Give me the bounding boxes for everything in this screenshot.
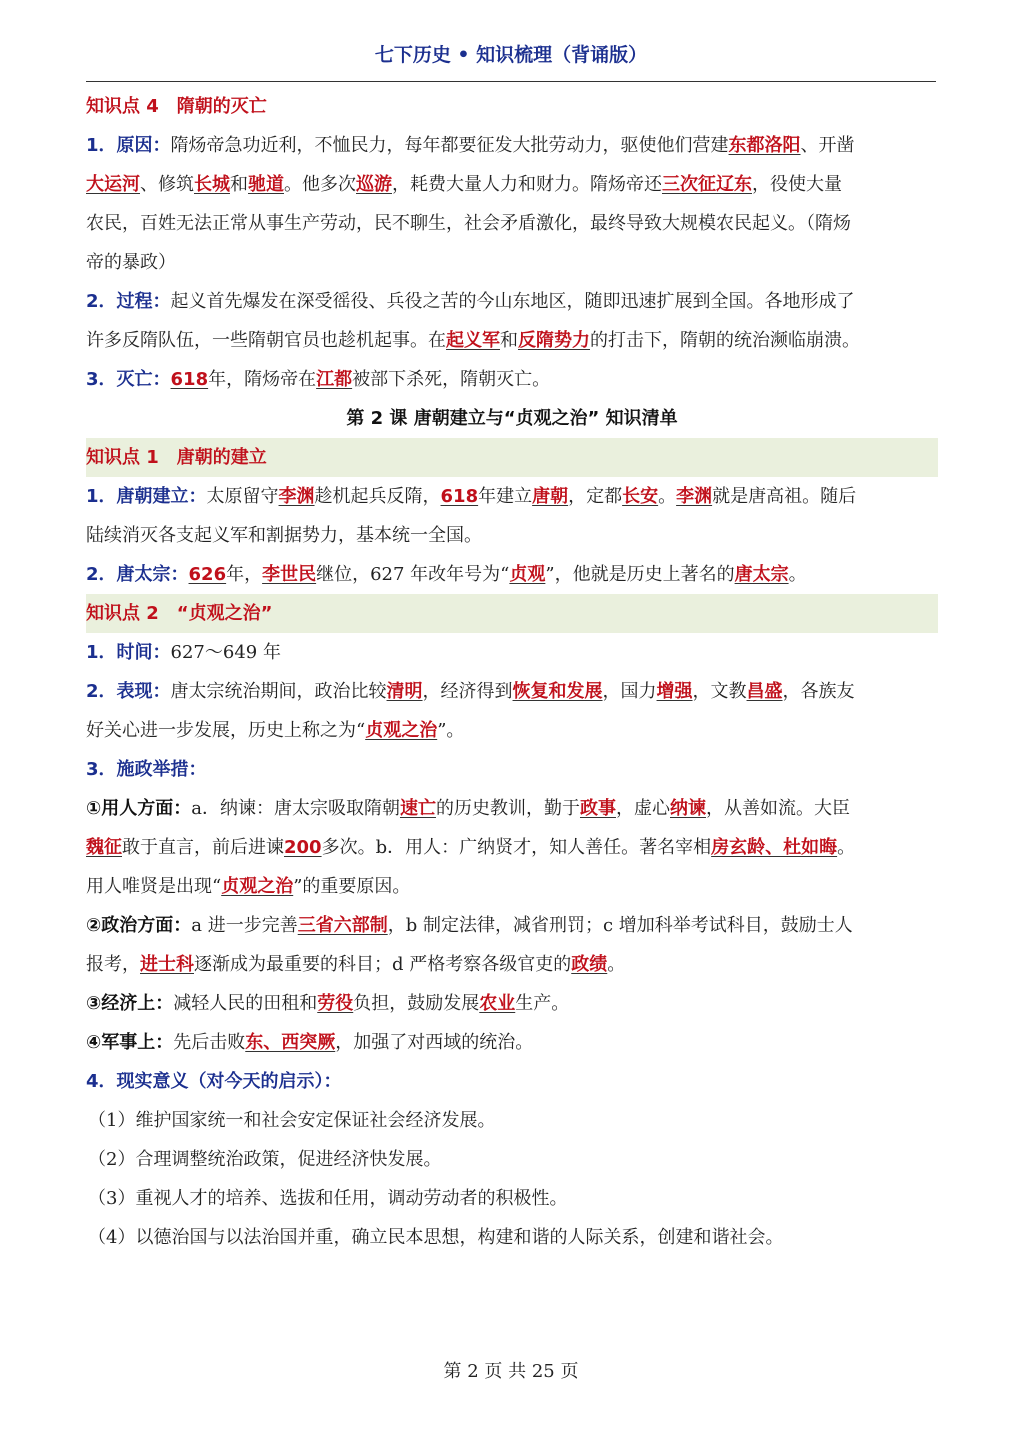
text: ，从善如流。大臣 xyxy=(705,798,850,819)
kp2-time-line xyxy=(86,633,938,672)
measure-2-label: ②政治方面： xyxy=(86,915,192,936)
keyword: 626 xyxy=(188,564,227,585)
kp4-reason-line-3: 农民，百姓无法正常从事生产劳动，民不聊生，社会矛盾激化，最终导致大规模农民起义。（隋炀 xyxy=(86,213,851,234)
kp2-heading: 知识点 2 “贞观之治” xyxy=(86,594,938,633)
kp4-reason-label: 1．原因： xyxy=(86,135,171,156)
kp2-show-line-1 xyxy=(86,672,938,711)
kp2-significance-label: 4．现实意义（对今天的启示）： xyxy=(86,1071,342,1092)
kp2-time-label: 1．时间： xyxy=(86,642,171,663)
text: 多次。b．用人：广纳贤才，知人善任。著名宰相 xyxy=(321,837,712,858)
kp4-process-line-1 xyxy=(86,282,938,321)
text: 趁机起兵反隋， xyxy=(314,486,441,507)
keyword: 劳役 xyxy=(317,993,354,1014)
text: 隋炀帝急功近利，不恤民力，每年都要征发大批劳动力，驱使他们营建 xyxy=(170,135,729,156)
kp2-show-line-2 xyxy=(86,711,938,750)
text: 先后击败 xyxy=(173,1032,246,1053)
kp4-reason-line-2 xyxy=(86,165,938,204)
kp2-time-value: 627～649 年 xyxy=(170,642,281,663)
kp2-measure-2-line-1 xyxy=(86,906,938,945)
text: ”的重要原因。 xyxy=(293,876,411,897)
text: ，国力 xyxy=(602,681,657,702)
text: a 进一步完善 xyxy=(191,915,298,936)
keyword: 魏征 xyxy=(86,837,122,858)
keyword: 李渊 xyxy=(676,486,713,507)
keyword: 速亡 xyxy=(399,798,436,819)
text: 的历史教训，勤于 xyxy=(435,798,580,819)
text: 继位，627 年改年号为“ xyxy=(316,564,510,585)
keyword: 李渊 xyxy=(278,486,315,507)
kp4-process-line-2 xyxy=(86,321,938,360)
keyword: 李世民 xyxy=(262,564,317,585)
text: 。 xyxy=(837,837,856,858)
text: a．纳谏：唐太宗吸取隋朝 xyxy=(191,798,400,819)
text: 、开凿 xyxy=(800,135,855,156)
measure-1-label: ①用人方面： xyxy=(86,798,192,819)
keyword: 长安 xyxy=(622,486,659,507)
kp2-measure-1-line-1 xyxy=(86,789,938,828)
page-header-title: 七下历史 • 知识梳理（背诵版） xyxy=(374,44,648,66)
text: 。 xyxy=(788,564,807,585)
kp2-measure-1-line-2 xyxy=(86,828,938,867)
kp2-significance-1: （1）维护国家统一和社会安定保证社会经济发展。 xyxy=(88,1110,496,1131)
kp2-significance-3: （3）重视人才的培养、选拔和任用，调动劳动者的积极性。 xyxy=(88,1188,568,1209)
keyword: 房玄龄、杜如晦 xyxy=(711,837,838,858)
keyword: 618 xyxy=(170,369,209,390)
kp2-significance-4: （4）以德治国与以法治国并重，确立民本思想，构建和谐的人际关系，创建和谐社会。 xyxy=(88,1227,784,1248)
keyword: 大运河 xyxy=(86,174,140,195)
keyword: 618 xyxy=(440,486,479,507)
keyword: 起义军 xyxy=(446,330,500,351)
kp1-found-line-2: 陆续消灭各支起义军和割据势力，基本统一全国。 xyxy=(86,525,482,546)
text: 好关心进一步发展，历史上称之为“ xyxy=(86,720,366,741)
text: ，加强了对西域的统治。 xyxy=(335,1032,534,1053)
keyword: 贞观之治 xyxy=(365,720,438,741)
keyword: 昌盛 xyxy=(746,681,783,702)
kp2-measures-label: 3．施政举措： xyxy=(86,759,207,780)
keyword: 增强 xyxy=(656,681,693,702)
kp4-process-label: 2．过程： xyxy=(86,291,171,312)
text: 。 xyxy=(607,954,626,975)
kp2-measure-1-line-3 xyxy=(86,867,938,906)
text: ，b 制定法律，减省刑罚；c 增加科举考试科目，鼓励士人 xyxy=(387,915,853,936)
keyword: 清明 xyxy=(386,681,423,702)
keyword: 贞观之治 xyxy=(221,876,294,897)
text: 和 xyxy=(230,174,248,195)
keyword: 政事 xyxy=(579,798,616,819)
kp4-reason-line-1 xyxy=(86,126,938,165)
text: ”。 xyxy=(437,720,465,741)
keyword: 贞观 xyxy=(509,564,546,585)
text: 敢于直言，前后进谏 xyxy=(122,837,284,858)
text: 生产。 xyxy=(515,993,570,1014)
text: 减轻人民的田租和 xyxy=(173,993,318,1014)
kp1-found-line-1 xyxy=(86,477,938,516)
keyword: 纳谏 xyxy=(669,798,706,819)
text: 负担，鼓励发展 xyxy=(353,993,480,1014)
text: 、修筑 xyxy=(140,174,194,195)
kp2-measure-4-line xyxy=(86,1023,938,1062)
text: ，定都 xyxy=(568,486,623,507)
text: 年，隋炀帝在 xyxy=(208,369,317,390)
text: 起义首先爆发在深受徭役、兵役之苦的今山东地区，随即迅速扩展到全国。各地形成了 xyxy=(170,291,855,312)
kp2-measure-2-line-2 xyxy=(86,945,938,984)
lesson-2-title: 第 2 课 唐朝建立与“贞观之治” 知识清单 xyxy=(346,408,678,429)
keyword: 进士科 xyxy=(140,954,194,975)
text: ，虚心 xyxy=(615,798,670,819)
keyword: 驰道 xyxy=(248,174,284,195)
text: ，经济得到 xyxy=(422,681,513,702)
text: 太原留守 xyxy=(206,486,279,507)
keyword: 反隋势力 xyxy=(518,330,590,351)
keyword: 200 xyxy=(284,837,322,858)
text: 。他多次 xyxy=(284,174,356,195)
page-footer: 第 2 页 共 25 页 xyxy=(443,1361,579,1382)
keyword: 东、西突厥 xyxy=(245,1032,336,1053)
kp4-fall-label: 3．灭亡： xyxy=(86,369,171,390)
keyword: 巡游 xyxy=(356,174,392,195)
text: 用人唯贤是出现“ xyxy=(86,876,222,897)
kp1-taizong-line xyxy=(86,555,938,594)
kp2-measure-3-line xyxy=(86,984,938,1023)
keyword: 唐朝 xyxy=(532,486,569,507)
kp2-significance-2: （2）合理调整统治政策，促进经济快发展。 xyxy=(88,1149,442,1170)
keyword: 唐太宗 xyxy=(734,564,789,585)
text: 年， xyxy=(226,564,263,585)
text: ，耗费大量人力和财力。隋炀帝还 xyxy=(392,174,662,195)
text: 和 xyxy=(500,330,518,351)
text: 年建立 xyxy=(478,486,533,507)
text: 就是唐高祖。随后 xyxy=(712,486,857,507)
header-divider xyxy=(86,81,936,82)
keyword: 东都洛阳 xyxy=(728,135,801,156)
kp2-show-label: 2．表现： xyxy=(86,681,171,702)
keyword: 江都 xyxy=(316,369,353,390)
text: 报考， xyxy=(86,954,140,975)
text: 。 xyxy=(658,486,677,507)
kp4-reason-line-4: 帝的暴政） xyxy=(86,252,176,273)
text: 逐渐成为最重要的科目；d 严格考察各级官吏的 xyxy=(194,954,572,975)
text: ，各族友 xyxy=(782,681,855,702)
keyword: 三次征辽东 xyxy=(662,174,752,195)
keyword: 恢复和发展 xyxy=(512,681,603,702)
text: 唐太宗统治期间，政治比较 xyxy=(170,681,387,702)
keyword: 政绩 xyxy=(571,954,608,975)
keyword: 农业 xyxy=(479,993,516,1014)
keyword: 三省六部制 xyxy=(297,915,388,936)
text: 被部下杀死，隋朝灭亡。 xyxy=(352,369,551,390)
kp4-heading: 知识点 4 隋朝的灭亡 xyxy=(86,96,267,117)
text: 许多反隋队伍，一些隋朝官员也趁机起事。在 xyxy=(86,330,446,351)
kp1-found-label: 1．唐朝建立： xyxy=(86,486,207,507)
page-content xyxy=(86,87,938,1257)
measure-4-label: ④军事上： xyxy=(86,1032,174,1053)
text: ，役使大量 xyxy=(752,174,842,195)
keyword: 长城 xyxy=(194,174,230,195)
measure-3-label: ③经济上： xyxy=(86,993,174,1014)
kp4-fall-line xyxy=(86,360,938,399)
text: 的打击下，隋朝的统治濒临崩溃。 xyxy=(590,330,860,351)
kp1-taizong-label: 2．唐太宗： xyxy=(86,564,189,585)
text: ，文教 xyxy=(692,681,747,702)
text: ”，他就是历史上著名的 xyxy=(545,564,735,585)
kp1-heading: 知识点 1 唐朝的建立 xyxy=(86,438,938,477)
